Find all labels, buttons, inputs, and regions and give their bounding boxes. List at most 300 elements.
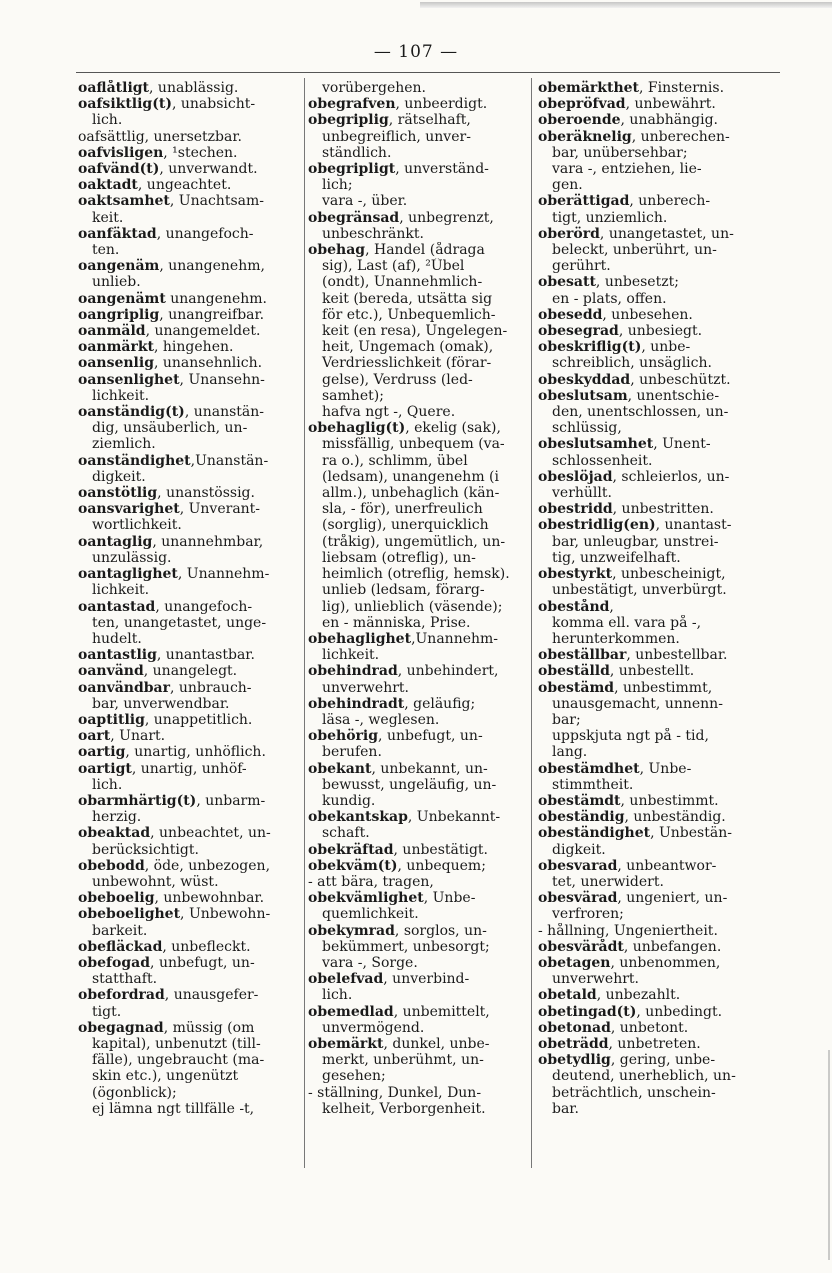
definition-text: den, unentschlossen, un- <box>552 404 729 421</box>
definition-text: digkeit. <box>552 841 606 858</box>
dictionary-line <box>308 453 532 469</box>
definition-text: , sorglos, un- <box>394 922 487 939</box>
headword: obehörig <box>308 728 379 745</box>
dictionary-line <box>78 599 302 615</box>
dictionary-line <box>308 550 532 566</box>
definition-text: heit, Ungemach (omak), <box>322 339 494 356</box>
headword: oanvändbar <box>78 679 170 696</box>
headword: obefläckad <box>78 938 163 955</box>
dictionary-line <box>78 728 302 744</box>
dictionary-line <box>78 696 302 712</box>
dictionary-line <box>538 355 762 371</box>
dictionary-line <box>308 874 532 890</box>
dictionary-line <box>308 258 532 274</box>
definition-text: (ögonblick); <box>92 1084 177 1101</box>
definition-text: tigt, unziemlich. <box>552 209 668 226</box>
dictionary-line <box>308 177 532 193</box>
dictionary-line <box>308 696 532 712</box>
definition-text: för etc.), Unbequemlich- <box>322 306 496 323</box>
definition-text: , unbezahlt. <box>596 987 681 1004</box>
dictionary-line <box>78 242 302 258</box>
headword: obetonad <box>538 1019 611 1036</box>
definition-text: , unartig, unhöflich. <box>125 744 266 761</box>
definition-text: unbestätigt, unverbürgt. <box>552 582 727 599</box>
dictionary-line <box>78 112 302 128</box>
dictionary-line <box>308 129 532 145</box>
dictionary-line <box>78 129 302 145</box>
definition-text: , unbesiegt. <box>618 323 703 340</box>
headword: oafsiktlig(t) <box>78 96 172 113</box>
headword: obelefvad <box>308 971 384 988</box>
dictionary-line <box>308 761 532 777</box>
dictionary-line <box>308 210 532 226</box>
dictionary-line <box>308 842 532 858</box>
definition-text: tig, unzweifelhaft. <box>552 549 681 566</box>
headword: obestämd <box>538 679 615 696</box>
dictionary-line <box>538 388 762 404</box>
header-rule <box>76 72 780 73</box>
headword: oafvisligen <box>78 144 164 161</box>
dictionary-line <box>78 923 302 939</box>
dictionary-line <box>538 777 762 793</box>
dictionary-line <box>78 469 302 485</box>
definition-text: ,Unannehm- <box>411 630 499 647</box>
dictionary-line <box>538 809 762 825</box>
dictionary-line <box>308 793 532 809</box>
dictionary-line <box>538 615 762 631</box>
definition-text: barkeit. <box>92 922 148 939</box>
headword: oangenäm <box>78 258 160 275</box>
headword: obepröfvad <box>538 96 626 113</box>
definition-text: , hingehen. <box>154 339 234 356</box>
definition-text: bar, unverwendbar. <box>92 695 230 712</box>
definition-text: , unbestritten. <box>612 501 714 518</box>
dictionary-line <box>78 955 302 971</box>
headword: obebodd <box>78 857 145 874</box>
headword: oantaglighet <box>78 566 178 583</box>
dictionary-line <box>308 404 532 420</box>
headword: oansenlig <box>78 355 154 372</box>
definition-text: verhüllt. <box>552 485 612 502</box>
headword: obeställbar <box>538 647 627 664</box>
definition-text: , unbestätigt. <box>393 841 489 858</box>
dictionary-line <box>538 842 762 858</box>
definition-text: , öde, unbezogen, <box>144 857 271 874</box>
definition-text: (ondt), Unannehmlich- <box>322 274 483 291</box>
definition-text: oafsättlig, unersetzbar. <box>78 128 242 145</box>
dictionary-line <box>78 1068 302 1084</box>
dictionary-line <box>78 858 302 874</box>
definition-text: , Unbestän- <box>650 825 732 842</box>
headword: oberäknelig <box>538 128 632 145</box>
definition-text: , ungeachtet. <box>137 177 232 194</box>
definition-text: samhet); <box>322 387 384 404</box>
dictionary-line <box>308 858 532 874</box>
definition-text: , Unannehm- <box>177 566 270 583</box>
definition-text: merkt, unberühmt, un- <box>322 1052 484 1069</box>
definition-text: lig), unlieblich (väsende); <box>322 598 503 615</box>
dictionary-line <box>538 728 762 744</box>
definition-text: bar; <box>552 711 581 728</box>
definition-text: , unbefleckt. <box>162 938 251 955</box>
headword: obestridlig(en) <box>538 517 656 534</box>
definition-text: wortlichkeit. <box>92 517 182 534</box>
dictionary-line <box>538 1052 762 1068</box>
definition-text: vara -, über. <box>322 193 408 210</box>
dictionary-line <box>78 906 302 922</box>
dictionary-line <box>308 517 532 533</box>
definition-text: fälle), ungebraucht (ma- <box>92 1052 265 1069</box>
definition-text: (tråkig), ungemütlich, un- <box>322 533 506 550</box>
headword: oanständig(t) <box>78 404 185 421</box>
definition-text: en - människa, Prise. <box>322 614 471 631</box>
headword: obekräftad <box>308 841 394 858</box>
dictionary-line <box>538 582 762 598</box>
definition-text: bewusst, ungeläufig, un- <box>322 776 497 793</box>
headword: oartig <box>78 744 126 761</box>
dictionary-line <box>538 599 762 615</box>
dictionary-line <box>308 923 532 939</box>
definition-text: , unabsicht- <box>171 96 256 113</box>
dictionary-column-2 <box>308 80 532 1117</box>
definition-text: schlossenheit. <box>552 452 653 469</box>
definition-text: lich; <box>322 177 353 194</box>
page-number: — 107 — <box>373 42 459 62</box>
headword: obetydlig <box>538 1052 611 1069</box>
dictionary-line <box>308 193 532 209</box>
headword: obestämdhet <box>538 760 640 777</box>
dictionary-line <box>538 517 762 533</box>
dictionary-line <box>538 501 762 517</box>
definition-text: kelheit, Verborgenheit. <box>322 1100 486 1117</box>
dictionary-line <box>78 582 302 598</box>
headword: oantaglig <box>78 533 153 550</box>
definition-text: ten, unangetastet, unge- <box>92 614 267 631</box>
dictionary-line <box>308 80 532 96</box>
dictionary-line <box>538 307 762 323</box>
definition-text: , unangemeldet. <box>145 323 261 340</box>
headword: oantastlig <box>78 647 157 664</box>
definition-text: vara -, entziehen, lie- <box>552 161 702 178</box>
definition-text: , Handel (ådraga <box>365 242 485 259</box>
definition-text: , unangenehm, <box>159 258 265 275</box>
headword: obekväm(t) <box>308 857 398 874</box>
definition-text: stimmtheit. <box>552 776 634 793</box>
definition-text: kundig. <box>322 792 376 809</box>
headword: obestånd <box>538 598 610 615</box>
dictionary-line <box>78 274 302 290</box>
headword: obekantskap <box>308 809 408 826</box>
definition-text: , unbewohnbar. <box>154 890 265 907</box>
definition-text: unlieb (ledsam, förarg- <box>322 582 485 599</box>
definition-text: schlüssig, <box>552 420 622 437</box>
dictionary-line <box>308 599 532 615</box>
definition-text: , Unbe- <box>423 890 476 907</box>
definition-text: herunterkommen. <box>552 630 680 647</box>
definition-text: berücksichtigt. <box>92 841 199 858</box>
dictionary-line <box>78 1085 302 1101</box>
definition-text: - ställning, Dunkel, Dun- <box>308 1084 482 1101</box>
definition-text: , unangefoch- <box>155 598 253 615</box>
definition-text: missfällig, unbequem (va- <box>322 436 505 453</box>
definition-text: gesehen; <box>322 1068 386 1085</box>
dictionary-line <box>538 793 762 809</box>
dictionary-line <box>308 1020 532 1036</box>
definition-text: , unbrauch- <box>170 679 252 696</box>
dictionary-line <box>78 939 302 955</box>
dictionary-line <box>78 501 302 517</box>
headword: oanmäld <box>78 323 146 340</box>
dictionary-line <box>78 663 302 679</box>
definition-text: , unverständ- <box>395 161 489 178</box>
definition-text: , unausgefer- <box>164 987 259 1004</box>
headword: obemärkt <box>308 1035 384 1052</box>
definition-text: , unbetreten. <box>608 1035 701 1052</box>
dictionary-line <box>538 161 762 177</box>
definition-text: bar, unübersehbar; <box>552 144 688 161</box>
dictionary-line <box>78 842 302 858</box>
dictionary-line <box>538 193 762 209</box>
definition-text: lichkeit. <box>322 647 380 664</box>
definition-text: unzulässig. <box>92 549 172 566</box>
definition-text: liebsam (otreflig), un- <box>322 549 476 566</box>
dictionary-line <box>308 647 532 663</box>
definition-text: gerührt. <box>552 258 611 275</box>
dictionary-line <box>78 615 302 631</box>
definition-text: keit. <box>92 209 124 226</box>
dictionary-line <box>308 226 532 242</box>
definition-text: uppskjuta ngt på - tid, <box>552 728 709 745</box>
definition-text: , unbenommen, <box>610 954 721 971</box>
definition-text: , unbesetzt; <box>595 274 679 291</box>
dictionary-line <box>538 712 762 728</box>
dictionary-line <box>308 420 532 436</box>
definition-text: , unbefangen. <box>623 938 722 955</box>
dictionary-line <box>308 939 532 955</box>
headword: obeskyddad <box>538 371 631 388</box>
dictionary-line <box>538 291 762 307</box>
definition-text: hudelt. <box>92 630 142 647</box>
column-divider <box>304 78 305 1168</box>
dictionary-line <box>78 210 302 226</box>
dictionary-line <box>308 291 532 307</box>
definition-text: , gering, unbe- <box>610 1052 716 1069</box>
definition-text: ej lämna ngt tillfälle -t, <box>92 1100 255 1117</box>
definition-text: , dunkel, unbe- <box>383 1035 490 1052</box>
definition-text: , Unbewohn- <box>180 906 271 923</box>
definition-text: , unbeschützt. <box>630 371 731 388</box>
dictionary-line <box>78 323 302 339</box>
dictionary-line <box>538 825 762 841</box>
dictionary-column-3 <box>538 80 762 1117</box>
dictionary-line <box>308 955 532 971</box>
dictionary-line <box>308 809 532 825</box>
dictionary-line <box>538 210 762 226</box>
dictionary-line <box>308 1036 532 1052</box>
dictionary-line <box>538 971 762 987</box>
dictionary-line <box>308 323 532 339</box>
definition-text: keit (en resa), Ungelegen- <box>322 323 508 340</box>
definition-text: beleckt, unberührt, un- <box>552 242 717 259</box>
dictionary-line <box>308 355 532 371</box>
definition-text: lichkeit. <box>92 387 150 404</box>
dictionary-line <box>308 501 532 517</box>
definition-text: , unbekannt, un- <box>371 760 488 777</box>
definition-text: deutend, unerheblich, un- <box>552 1068 736 1085</box>
definition-text: , unbedingt. <box>636 1003 723 1020</box>
definition-text: , unbequem; <box>397 857 486 874</box>
definition-text: unvermögend. <box>322 1019 425 1036</box>
definition-text: ten. <box>92 242 120 259</box>
dictionary-line <box>78 193 302 209</box>
dictionary-line <box>78 80 302 96</box>
definition-text: , unbescheinigt, <box>612 566 726 583</box>
definition-text: ziemlich. <box>92 436 156 453</box>
definition-text: - att bära, tragen, <box>308 873 434 890</box>
dictionary-line <box>308 1004 532 1020</box>
definition-text: (sorglig), unerquicklich <box>322 517 489 534</box>
dictionary-line <box>308 388 532 404</box>
definition-text: - hållning, Ungeniertheit. <box>538 922 718 939</box>
definition-text: , unannehmbar, <box>152 533 264 550</box>
dictionary-line <box>538 890 762 906</box>
dictionary-line <box>78 339 302 355</box>
dictionary-line <box>308 1052 532 1068</box>
dictionary-line <box>308 680 532 696</box>
dictionary-line <box>538 923 762 939</box>
dictionary-line <box>78 258 302 274</box>
headword: obestridd <box>538 501 613 518</box>
dictionary-line <box>538 631 762 647</box>
definition-text: , unbesehen. <box>602 306 693 323</box>
definition-text: , unbeerdigt. <box>395 96 488 113</box>
definition-text: , unansehnlich. <box>153 355 263 372</box>
definition-text: ,Unanstän- <box>190 452 269 469</box>
definition-text: , unablässig. <box>149 80 239 96</box>
dictionary-line <box>538 680 762 696</box>
dictionary-line <box>78 631 302 647</box>
definition-text: keit (bereda, utsätta sig <box>322 290 493 307</box>
headword: obekvämlighet <box>308 890 424 907</box>
dictionary-line <box>308 242 532 258</box>
definition-text: bekümmert, unbesorgt; <box>322 938 490 955</box>
definition-text: , Unart. <box>110 728 166 745</box>
dictionary-line <box>538 177 762 193</box>
headword: obefogad <box>78 954 151 971</box>
headword: obegagnad <box>78 1019 164 1036</box>
headword: obeslutsam <box>538 387 628 404</box>
definition-text: verfroren; <box>552 906 624 923</box>
definition-text: , unanstän- <box>184 404 265 421</box>
definition-text: , Unbe- <box>639 760 692 777</box>
dictionary-line <box>308 96 532 112</box>
definition-text: vara -, Sorge. <box>322 954 418 971</box>
dictionary-line <box>538 1020 762 1036</box>
dictionary-line <box>308 890 532 906</box>
headword: oangenämt <box>78 290 166 307</box>
definition-text: bar, unleugbar, unstrei- <box>552 533 719 550</box>
dictionary-line <box>538 323 762 339</box>
headword: obeboelig <box>78 890 155 907</box>
definition-text: schaft. <box>322 825 370 842</box>
definition-text: gelse), Verdruss (led- <box>322 371 473 388</box>
definition-text: , unbestellt. <box>609 663 695 680</box>
definition-text: ra o.), schlimm, übel <box>322 452 468 469</box>
dictionary-line <box>538 955 762 971</box>
definition-text: , ¹stechen. <box>163 144 238 161</box>
definition-text: unverwehrt. <box>322 679 409 696</box>
headword: obetald <box>538 987 597 1004</box>
dictionary-line <box>78 1020 302 1036</box>
dictionary-line <box>538 274 762 290</box>
dictionary-line <box>308 971 532 987</box>
headword: obesvärad <box>538 890 618 907</box>
definition-text: , unangreifbar. <box>159 306 265 323</box>
dictionary-line <box>538 663 762 679</box>
dictionary-line <box>78 761 302 777</box>
definition-text: statthaft. <box>92 971 158 988</box>
dictionary-line <box>308 485 532 501</box>
headword: obeständig <box>538 809 625 826</box>
definition-text: lichkeit. <box>92 582 150 599</box>
headword: oanfäktad <box>78 225 157 242</box>
dictionary-line <box>538 566 762 582</box>
dictionary-line <box>78 517 302 533</box>
dictionary-line <box>78 550 302 566</box>
definition-text: , schleierlos, un- <box>612 468 730 485</box>
dictionary-line <box>308 1068 532 1084</box>
dictionary-line <box>538 1085 762 1101</box>
definition-text: herzig. <box>92 809 142 826</box>
dictionary-line <box>78 96 302 112</box>
definition-text: beträchtlich, unschein- <box>552 1084 716 1101</box>
dictionary-line <box>538 550 762 566</box>
definition-text: , unbeständig. <box>624 809 726 826</box>
headword: obehaglig(t) <box>308 420 406 437</box>
definition-text: , unabhängig. <box>620 112 719 129</box>
dictionary-line <box>308 436 532 452</box>
headword: obestämdt <box>538 792 621 809</box>
definition-text: , unanstössig. <box>157 485 255 502</box>
dictionary-line <box>78 971 302 987</box>
headword: obemärkthet <box>538 80 640 96</box>
headword: obesatt <box>538 274 596 291</box>
dictionary-line <box>538 372 762 388</box>
dictionary-line <box>308 1085 532 1101</box>
dictionary-line <box>538 647 762 663</box>
definition-text: , unbe- <box>641 339 691 356</box>
dictionary-line <box>308 712 532 728</box>
dictionary-line <box>538 1004 762 1020</box>
dictionary-line <box>308 372 532 388</box>
definition-text: schreiblich, unsäglich. <box>552 355 712 372</box>
definition-text: lich. <box>92 776 123 793</box>
headword: oafvänd(t) <box>78 161 160 178</box>
dictionary-line <box>308 307 532 323</box>
dictionary-line <box>308 777 532 793</box>
headword: obeboelighet <box>78 906 181 923</box>
definition-text: , unbestellbar. <box>626 647 728 664</box>
dictionary-line <box>538 226 762 242</box>
dictionary-line <box>308 161 532 177</box>
page-top-edge <box>420 2 832 8</box>
definition-text: lich. <box>322 987 353 1004</box>
headword: obesegrad <box>538 323 619 340</box>
dictionary-line <box>538 761 762 777</box>
headword: oanvänd <box>78 663 144 680</box>
headword: obegrafven <box>308 96 396 113</box>
headword: obehindradt <box>308 695 405 712</box>
